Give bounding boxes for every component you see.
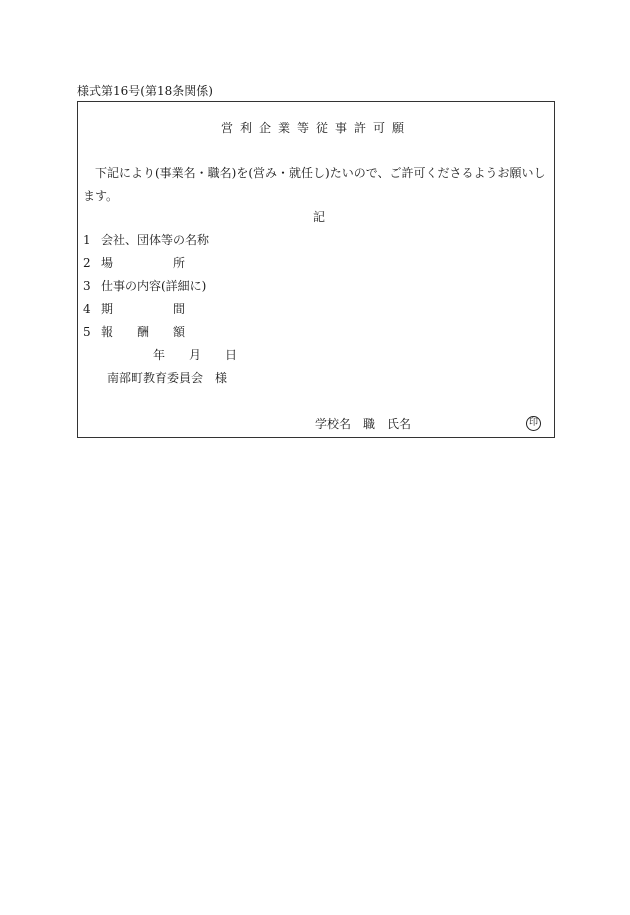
- item-label: 仕事の内容(詳細に): [101, 279, 207, 293]
- item-label: 期 間: [101, 302, 186, 316]
- item-compensation: [83, 325, 185, 339]
- signature-line: 学校名 職 氏名: [315, 417, 412, 431]
- item-number: 5: [83, 325, 91, 339]
- form-title: 営利企業等従事許可願: [220, 121, 411, 135]
- form-number: 様式第16号(第18条関係): [77, 84, 213, 98]
- item-number: 1: [83, 233, 91, 247]
- item-number: 2: [83, 256, 91, 270]
- item-label: 会社、団体等の名称: [101, 233, 210, 247]
- item-period: [83, 302, 185, 316]
- addressee: 南部町教育委員会 様: [107, 371, 228, 385]
- request-paragraph-text: 下記により(事業名・職名)を(営み・就任し)たいので、ご許可くださるようお願いします。: [83, 166, 546, 203]
- item-location: [83, 256, 185, 270]
- request-paragraph: [83, 162, 553, 208]
- ki-heading: 記: [312, 210, 325, 224]
- item-number: 3: [83, 279, 91, 293]
- item-job-description: [83, 279, 206, 293]
- item-label: 場 所: [101, 256, 186, 270]
- application-form-frame: [77, 101, 555, 438]
- date-line: 年 月 日: [153, 348, 238, 362]
- seal-mark-icon: 印: [526, 416, 541, 431]
- item-number: 4: [83, 302, 91, 316]
- item-label: 報 酬 額: [101, 325, 186, 339]
- item-company-name: [83, 233, 209, 247]
